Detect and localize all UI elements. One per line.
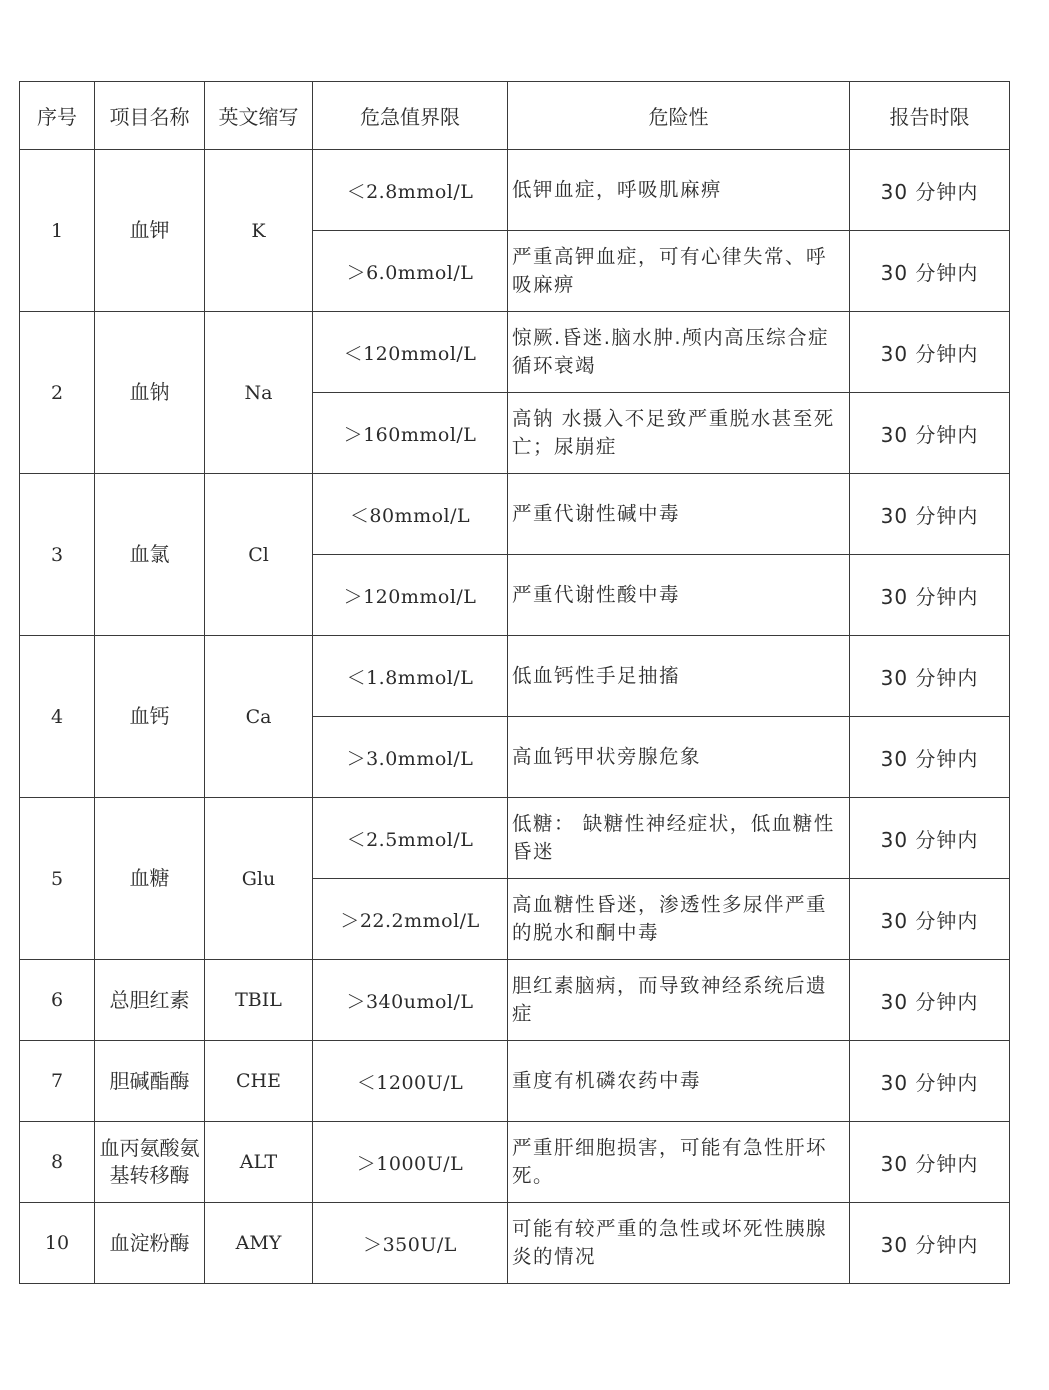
risk-cell: 低血钙性手足抽搐: [508, 636, 850, 717]
abbreviation-cell: Glu: [205, 798, 313, 960]
report-time-cell: 30 分钟内: [850, 312, 1010, 393]
report-time-cell: 30 分钟内: [850, 393, 1010, 474]
seq-cell: 3: [20, 474, 95, 636]
table-row: [20, 960, 1010, 1041]
item-name-cell: 血糖: [95, 798, 205, 960]
header-critical-limit: 危急值界限: [313, 82, 508, 150]
limit-cell: ＜1.8mmol/L: [313, 636, 508, 717]
table-row: [20, 150, 1010, 231]
report-time-cell: 30 分钟内: [850, 1203, 1010, 1284]
report-time-cell: 30 分钟内: [850, 717, 1010, 798]
table-row: [20, 1203, 1010, 1284]
risk-cell: 严重代谢性酸中毒: [508, 555, 850, 636]
abbreviation-cell: Ca: [205, 636, 313, 798]
risk-cell: 严重高钾血症，可有心律失常、呼吸麻痹: [508, 231, 850, 312]
report-time-cell: 30 分钟内: [850, 798, 1010, 879]
limit-cell: ＞350U/L: [313, 1203, 508, 1284]
table-row: [20, 312, 1010, 393]
seq-cell: 4: [20, 636, 95, 798]
risk-cell: 高钠 水摄入不足致严重脱水甚至死亡；尿崩症: [508, 393, 850, 474]
risk-cell: 高血糖性昏迷，渗透性多尿伴严重的脱水和酮中毒: [508, 879, 850, 960]
report-time-cell: 30 分钟内: [850, 150, 1010, 231]
limit-cell: ＜1200U/L: [313, 1041, 508, 1122]
limit-cell: ＜120mmol/L: [313, 312, 508, 393]
item-name-cell: 血钠: [95, 312, 205, 474]
abbreviation-cell: ALT: [205, 1122, 313, 1203]
table-row: [20, 1122, 1010, 1203]
limit-cell: ＞3.0mmol/L: [313, 717, 508, 798]
seq-cell: 1: [20, 150, 95, 312]
risk-cell: 严重肝细胞损害，可能有急性肝坏死。: [508, 1122, 850, 1203]
limit-cell: ＜2.8mmol/L: [313, 150, 508, 231]
risk-cell: 重度有机磷农药中毒: [508, 1041, 850, 1122]
item-name-cell: 胆碱酯酶: [95, 1041, 205, 1122]
report-time-cell: 30 分钟内: [850, 555, 1010, 636]
risk-cell: 低糖： 缺糖性神经症状，低血糖性昏迷: [508, 798, 850, 879]
limit-cell: ＞1000U/L: [313, 1122, 508, 1203]
header-seq: 序号: [20, 82, 95, 150]
abbreviation-cell: TBIL: [205, 960, 313, 1041]
item-name-cell: 血钙: [95, 636, 205, 798]
risk-cell: 严重代谢性碱中毒: [508, 474, 850, 555]
risk-cell: 低钾血症，呼吸肌麻痹: [508, 150, 850, 231]
header-risk: 危险性: [508, 82, 850, 150]
critical-value-table: [19, 81, 1010, 1284]
header-row: [20, 82, 1010, 150]
limit-cell: ＞6.0mmol/L: [313, 231, 508, 312]
risk-cell: 可能有较严重的急性或坏死性胰腺炎的情况: [508, 1203, 850, 1284]
risk-cell: 惊厥.昏迷.脑水肿.颅内高压综合症循环衰竭: [508, 312, 850, 393]
report-time-cell: 30 分钟内: [850, 1041, 1010, 1122]
report-time-cell: 30 分钟内: [850, 474, 1010, 555]
limit-cell: ＞22.2mmol/L: [313, 879, 508, 960]
limit-cell: ＜2.5mmol/L: [313, 798, 508, 879]
abbreviation-cell: K: [205, 150, 313, 312]
report-time-cell: 30 分钟内: [850, 960, 1010, 1041]
seq-cell: 8: [20, 1122, 95, 1203]
item-name-cell: 总胆红素: [95, 960, 205, 1041]
abbreviation-cell: CHE: [205, 1041, 313, 1122]
report-time-cell: 30 分钟内: [850, 636, 1010, 717]
seq-cell: 5: [20, 798, 95, 960]
item-name-cell: 血丙氨酸氨基转移酶: [95, 1122, 205, 1203]
report-time-cell: 30 分钟内: [850, 231, 1010, 312]
header-abbreviation: 英文缩写: [205, 82, 313, 150]
seq-cell: 7: [20, 1041, 95, 1122]
report-time-cell: 30 分钟内: [850, 879, 1010, 960]
limit-cell: ＞340umol/L: [313, 960, 508, 1041]
seq-cell: 2: [20, 312, 95, 474]
limit-cell: ＞160mmol/L: [313, 393, 508, 474]
abbreviation-cell: Cl: [205, 474, 313, 636]
table-row: [20, 636, 1010, 717]
report-time-cell: 30 分钟内: [850, 1122, 1010, 1203]
limit-cell: ＜80mmol/L: [313, 474, 508, 555]
table-row: [20, 474, 1010, 555]
item-name-cell: 血氯: [95, 474, 205, 636]
risk-cell: 胆红素脑病，而导致神经系统后遗症: [508, 960, 850, 1041]
abbreviation-cell: Na: [205, 312, 313, 474]
table-row: [20, 1041, 1010, 1122]
header-report-time: 报告时限: [850, 82, 1010, 150]
abbreviation-cell: AMY: [205, 1203, 313, 1284]
item-name-cell: 血钾: [95, 150, 205, 312]
item-name-cell: 血淀粉酶: [95, 1203, 205, 1284]
limit-cell: ＞120mmol/L: [313, 555, 508, 636]
seq-cell: 6: [20, 960, 95, 1041]
header-item-name: 项目名称: [95, 82, 205, 150]
table-row: [20, 798, 1010, 879]
risk-cell: 高血钙甲状旁腺危象: [508, 717, 850, 798]
seq-cell: 10: [20, 1203, 95, 1284]
